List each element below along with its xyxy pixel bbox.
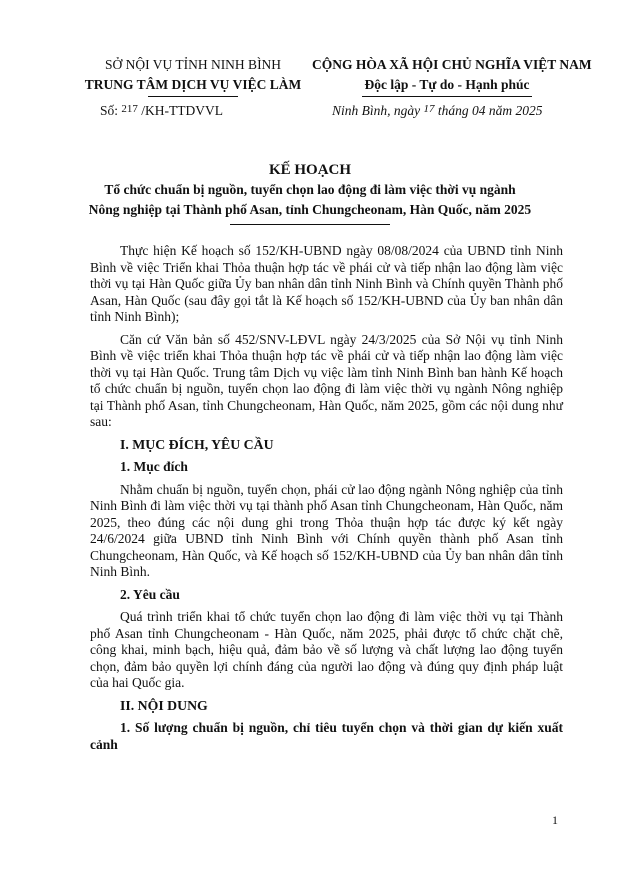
paragraph-purpose: Nhằm chuẩn bị nguồn, tuyển chọn, phái cử lao động ngành Nông nghiệp của tỉnh Ninh Bình đi làm việc thời vụ tại thành phố Asan tỉnh Chungcheonam, Hàn Quốc, năm 2025, theo đúng các nội dung ghi trong Thỏa thuận hợp tác được ký kết ngày 24/6/2024 giữa UBND tỉnh Ninh Bình với Chính quyền thành phố Asan tỉnh Chungcheonam, Hàn Quốc, và Kế hoạch số 152/KH-UBND của Ủy ban nhân dân tỉnh Ninh Bình. bbox=[90, 481, 563, 579]
title-sub-line2: Nông nghiệp tại Thành phố Asan, tỉnh Chungcheonam, Hàn Quốc, năm 2025 bbox=[88, 202, 532, 217]
section-heading-II: II. NỘI DUNG bbox=[120, 697, 208, 713]
document-number-value: 217 bbox=[121, 103, 138, 115]
national-header bbox=[312, 55, 592, 97]
section-heading-I: I. MỤC ĐÍCH, YÊU CẦU bbox=[120, 436, 274, 452]
issuer-header bbox=[78, 55, 308, 97]
issuer-underline bbox=[148, 96, 238, 97]
issue-date bbox=[332, 103, 543, 119]
issue-date-after: tháng 04 năm 2025 bbox=[437, 103, 543, 118]
motto-underline bbox=[362, 96, 532, 97]
paragraph-basis-document: Căn cứ Văn bản số 452/SNV-LĐVL ngày 24/3/2025 của Sở Nội vụ tỉnh Ninh Bình về việc triển khai Thỏa thuận hợp tác về phái cử và tiếp nhận lao động làm việc thời vụ tại Hàn Quốc. Trung tâm Dịch vụ việc làm tỉnh Ninh Bình ban hành Kế hoạch tổ chức chuẩn bị nguồn, tuyển chọn lao động đi làm việc thời vụ ngành Nông nghiệp tại Thành phố Asan, tỉnh Chungcheonam, Hàn Quốc, năm 2025, gồm các nội dung như sau: bbox=[90, 331, 563, 429]
document-body bbox=[90, 243, 563, 759]
national-title: CỘNG HÒA XÃ HỘI CHỦ NGHĨA VIỆT NAM bbox=[312, 57, 592, 72]
document-number-suffix: /KH-TTDVVL bbox=[141, 103, 223, 118]
title-rule bbox=[230, 224, 390, 225]
issuer-parent-agency: SỞ NỘI VỤ TỈNH NINH BÌNH bbox=[104, 57, 282, 72]
national-motto: Độc lập - Tự do - Hạnh phúc bbox=[364, 77, 530, 92]
issue-date-before: Ninh Bình, ngày bbox=[332, 103, 421, 118]
title-main: KẾ HOẠCH bbox=[268, 162, 352, 178]
subsection-heading-quota: 1. Số lượng chuẩn bị nguồn, chỉ tiêu tuyển chọn và thời gian dự kiến xuất cảnh bbox=[90, 720, 563, 752]
paragraph-basis-plan: Thực hiện Kế hoạch số 152/KH-UBND ngày 08/08/2024 của UBND tỉnh Ninh Bình về việc Triển khai Thỏa thuận hợp tác về phái cử và tiếp nhận lao động làm việc thời vụ tại Hàn Quốc giữa Ủy ban nhân dân tỉnh Ninh Bình và Chính quyền Thành phố Asan, Hàn Quốc (sau đây gọi tắt là Kế hoạch số 152/KH-UBND của Ủy ban nhân dân tỉnh Ninh Bình); bbox=[90, 243, 563, 324]
subsection-heading-requirements: 2. Yêu cầu bbox=[120, 586, 180, 602]
title-sub-line1: Tổ chức chuẩn bị nguồn, tuyển chọn lao động đi làm việc thời vụ ngành bbox=[104, 182, 516, 197]
document-title bbox=[60, 160, 560, 225]
page-number: 1 bbox=[552, 813, 558, 827]
document-number bbox=[100, 103, 223, 119]
document-number-prefix: Số: bbox=[100, 103, 119, 118]
subsection-heading-purpose: 1. Mục đích bbox=[120, 459, 188, 474]
issuer-agency: TRUNG TÂM DỊCH VỤ VIỆC LÀM bbox=[84, 77, 302, 92]
issue-date-day: 17 bbox=[423, 103, 435, 115]
paragraph-requirements: Quá trình triển khai tổ chức tuyển chọn lao động đi làm việc thời vụ tại Thành phố Asan tỉnh Chungcheonam - Hàn Quốc, năm 2025, phải được tổ chức chặt chẽ, công khai, minh bạch, hiệu quả, đảm bảo về số lượng và chất lượng lao động tuyển chọn, đảm bảo quyền lợi chính đáng của người lao động và đúng quy định pháp luật của hai Quốc gia. bbox=[90, 609, 563, 690]
